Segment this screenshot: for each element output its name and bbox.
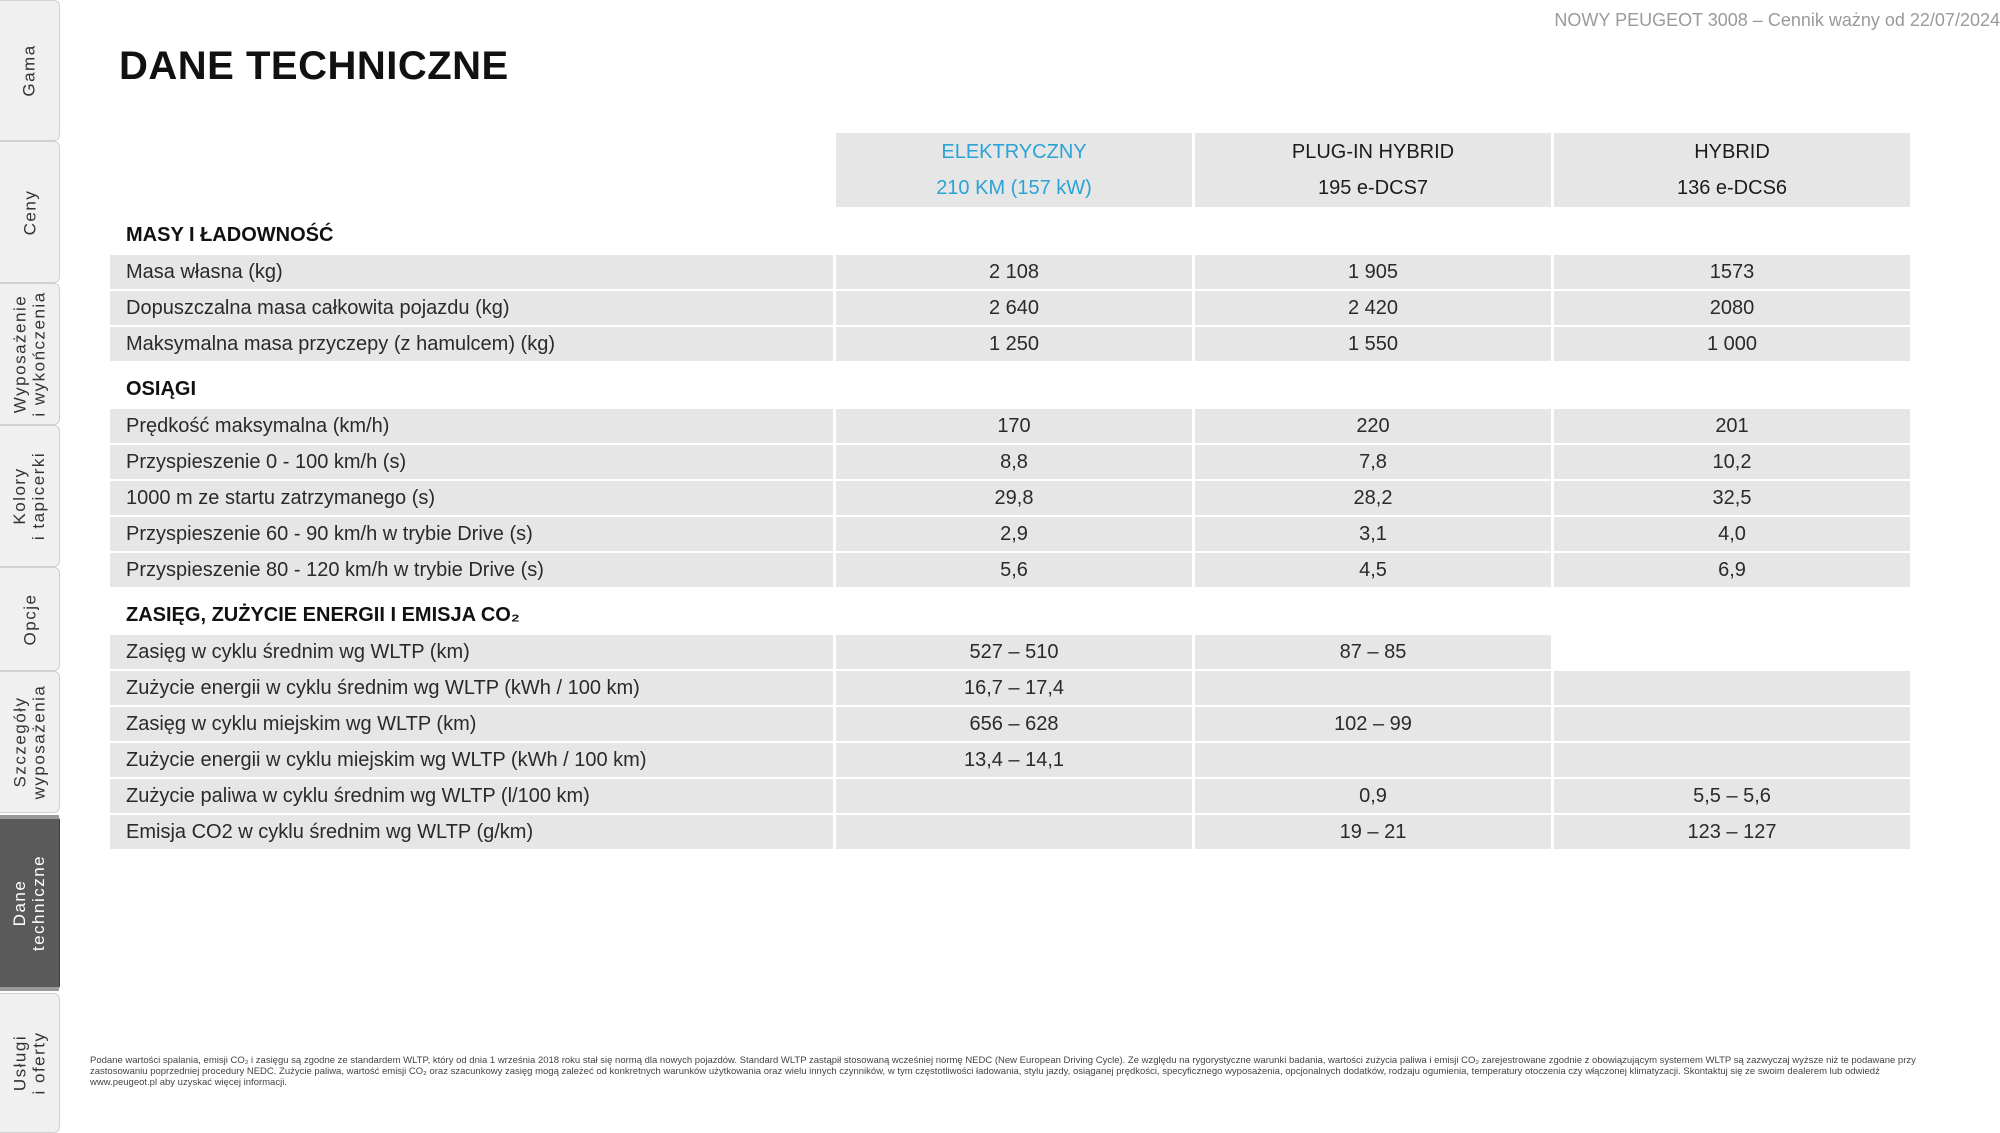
tab-label: Ceny xyxy=(20,189,39,235)
row-label: Przyspieszenie 80 - 120 km/h w trybie Drive (s) xyxy=(110,553,833,587)
row-label: Zużycie energii w cyklu miejskim wg WLTP (kWh / 100 km) xyxy=(110,743,833,777)
price-list-validity-note: NOWY PEUGEOT 3008 – Cennik ważny od 22/07/2024 xyxy=(1554,10,2000,30)
value-cell: 2 420 xyxy=(1195,291,1551,325)
table-row xyxy=(110,255,1911,291)
table-row xyxy=(110,517,1911,553)
table-row xyxy=(110,815,1911,851)
value-cell xyxy=(1554,671,1910,705)
row-label: Przyspieszenie 60 - 90 km/h w trybie Drive (s) xyxy=(110,517,833,551)
row-label: Prędkość maksymalna (km/h) xyxy=(110,409,833,443)
column-header-line2: 195 e-DCS7 xyxy=(1317,177,1429,199)
row-label: Zasięg w cyklu średnim wg WLTP (km) xyxy=(110,635,833,669)
tab-label: Szczegóły wyposażenia xyxy=(10,684,49,800)
page-title: DANE TECHNICZNE xyxy=(119,44,509,88)
row-label: Przyspieszenie 0 - 100 km/h (s) xyxy=(110,445,833,479)
value-cell: 0,9 xyxy=(1195,779,1551,813)
table-row xyxy=(110,327,1911,363)
column-header-line1: ELEKTRYCZNY xyxy=(941,141,1087,163)
value-cell: 123 – 127 xyxy=(1554,815,1910,849)
tab-dane-techniczne[interactable] xyxy=(0,815,60,991)
value-cell: 2,9 xyxy=(836,517,1192,551)
row-label: 1000 m ze startu zatrzymanego (s) xyxy=(110,481,833,515)
tab-label: Opcje xyxy=(19,593,39,645)
table-row xyxy=(110,445,1911,481)
value-cell xyxy=(1554,707,1910,741)
value-cell: 19 – 21 xyxy=(1195,815,1551,849)
value-cell: 102 – 99 xyxy=(1195,707,1551,741)
row-label: Emisja CO2 w cyklu średnim wg WLTP (g/km) xyxy=(110,815,833,849)
row-label: Dopuszczalna masa całkowita pojazdu (kg) xyxy=(110,291,833,325)
table-row xyxy=(110,553,1911,589)
value-cell: 13,4 – 14,1 xyxy=(836,743,1192,777)
value-cell: 5,6 xyxy=(836,553,1192,587)
row-label: Masa własna (kg) xyxy=(110,255,833,289)
wltp-footnote: Podane wartości spalania, emisji CO₂ i zasięgu są zgodne ze standardem WLTP, który od dnia 1 września 2018 roku stał się normą dla nowych pojazdów. Standard WLTP zastąpił stosowaną wcześniej normę NEDC (New European Driving Cycle). Ze względu na rygorystyczne warunki badania, wartości zużycia paliwa i emisji CO₂ zarejestrowane zgodnie z obowiązującym systemem WLTP są zazwyczaj wyższe niż te podawane przy zastosowaniu poprzedniej procedury NEDC. Zużycie paliwa, wartość emisji CO₂ oraz szacunkowy zasięg mogą zależeć od konkretnych warunków użytkowania oraz wielu innych czynników, w tym częstotliwości ładowania, stylu jazdy, osiąganej prędkości, specyficznego wyposażenia, opcjonalnych dodatków, rodzaju ogumienia, temperatury otoczenia czy włączonej klimatyzacji. Skontaktuj się ze swoim dealerem lub odwiedź www.peugeot.pl aby uzyskać więcej informacji. xyxy=(90,1055,1916,1088)
table-row xyxy=(110,671,1911,707)
section-title: OSIĄGI xyxy=(126,378,197,400)
row-label: Zużycie energii w cyklu średnim wg WLTP (kWh / 100 km) xyxy=(110,671,833,705)
value-cell xyxy=(1554,743,1910,777)
table-row xyxy=(110,743,1911,779)
value-cell: 4,0 xyxy=(1554,517,1910,551)
value-cell: 87 – 85 xyxy=(1195,635,1551,669)
tab-szczegoly[interactable] xyxy=(0,671,60,813)
column-header-plug-in-hybrid xyxy=(1195,133,1551,207)
section-title: ZASIĘG, ZUŻYCIE ENERGII I EMISJA CO₂ xyxy=(126,604,520,626)
table-row xyxy=(110,635,1911,671)
column-header-line2: 136 e-DCS6 xyxy=(1676,177,1788,199)
tab-opcje[interactable] xyxy=(0,567,60,671)
value-cell: 16,7 – 17,4 xyxy=(836,671,1192,705)
technical-data-table xyxy=(110,133,1911,851)
tab-ceny[interactable] xyxy=(0,141,60,283)
value-cell: 28,2 xyxy=(1195,481,1551,515)
column-header-line1: PLUG-IN HYBRID xyxy=(1291,141,1455,163)
value-cell: 1573 xyxy=(1554,255,1910,289)
table-row xyxy=(110,291,1911,327)
value-cell: 201 xyxy=(1554,409,1910,443)
value-cell: 1 550 xyxy=(1195,327,1551,361)
value-cell: 2 640 xyxy=(836,291,1192,325)
value-cell: 1 905 xyxy=(1195,255,1551,289)
table-row xyxy=(110,409,1911,445)
value-cell xyxy=(1195,743,1551,777)
tab-wyposazenie[interactable] xyxy=(0,283,60,425)
value-cell xyxy=(836,779,1192,813)
value-cell: 527 – 510 xyxy=(836,635,1192,669)
column-header-electric xyxy=(836,133,1192,207)
tab-label: Gama xyxy=(19,44,39,97)
tab-label: Wyposażenie i wykończenia xyxy=(10,291,49,417)
value-cell: 1 000 xyxy=(1554,327,1910,361)
value-cell: 656 – 628 xyxy=(836,707,1192,741)
value-cell: 32,5 xyxy=(1554,481,1910,515)
column-header-line1: HYBRID xyxy=(1694,141,1770,163)
value-cell xyxy=(1554,635,1910,669)
tab-label: Kolory i tapicerki xyxy=(10,451,49,541)
value-cell: 4,5 xyxy=(1195,553,1551,587)
value-cell: 8,8 xyxy=(836,445,1192,479)
column-header-line2: 210 KM (157 kW) xyxy=(936,177,1092,199)
table-header-row xyxy=(110,133,1911,209)
row-label: Maksymalna masa przyczepy (z hamulcem) (kg) xyxy=(110,327,833,361)
value-cell: 1 250 xyxy=(836,327,1192,361)
value-cell: 29,8 xyxy=(836,481,1192,515)
value-cell: 6,9 xyxy=(1554,553,1910,587)
row-label: Zużycie paliwa w cyklu średnim wg WLTP (l/100 km) xyxy=(110,779,833,813)
value-cell xyxy=(836,815,1192,849)
tab-kolory[interactable] xyxy=(0,425,60,567)
table-sections xyxy=(110,209,1911,851)
value-cell: 7,8 xyxy=(1195,445,1551,479)
section-title: MASY I ŁADOWNOŚĆ xyxy=(126,224,334,246)
value-cell: 3,1 xyxy=(1195,517,1551,551)
sidebar-nav xyxy=(0,0,62,1125)
table-row xyxy=(110,779,1911,815)
tab-label: Usługi i oferty xyxy=(10,1031,49,1095)
value-cell: 10,2 xyxy=(1554,445,1910,479)
value-cell: 5,5 – 5,6 xyxy=(1554,779,1910,813)
column-header-hybrid xyxy=(1554,133,1910,207)
tab-label: Dane techniczne xyxy=(10,854,49,952)
value-cell xyxy=(1195,671,1551,705)
table-row xyxy=(110,481,1911,517)
header-spacer xyxy=(110,133,836,209)
value-cell: 2080 xyxy=(1554,291,1910,325)
value-cell: 170 xyxy=(836,409,1192,443)
row-label: Zasięg w cyklu miejskim wg WLTP (km) xyxy=(110,707,833,741)
value-cell: 220 xyxy=(1195,409,1551,443)
table-row xyxy=(110,707,1911,743)
value-cell: 2 108 xyxy=(836,255,1192,289)
tab-uslugi[interactable] xyxy=(0,993,60,1133)
tab-gama[interactable] xyxy=(0,0,60,141)
